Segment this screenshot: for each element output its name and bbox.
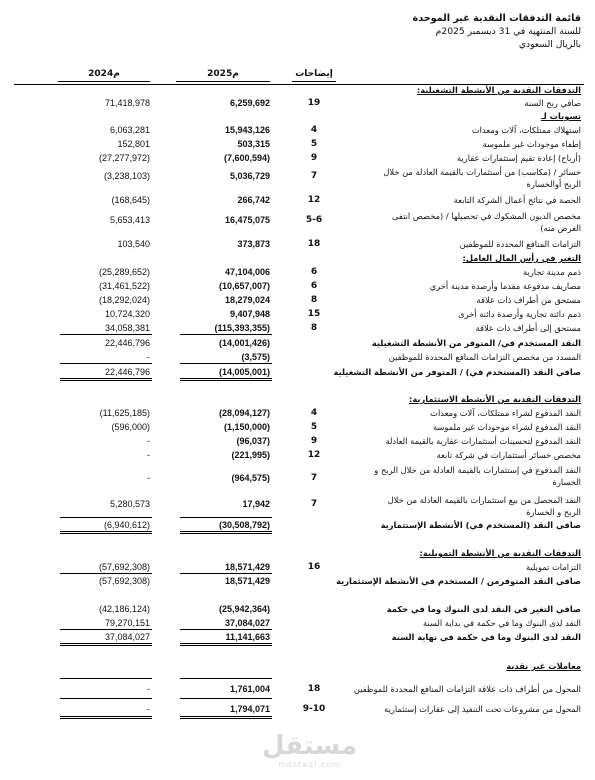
- value-2024: (57,692,308): [98, 562, 150, 572]
- row-label: مخصص خسائر أستثمارات في شركة تابعة: [436, 450, 581, 460]
- table-row: [0, 683, 595, 695]
- table-row: [0, 322, 595, 334]
- table-row: [0, 110, 595, 122]
- table-row: [0, 449, 595, 461]
- value-2025: 503,315: [237, 139, 270, 149]
- table-row: [0, 152, 595, 164]
- total-rule-2025: [180, 573, 272, 574]
- value-2024: (27,277,972): [98, 153, 150, 163]
- value-2025: (964,575): [231, 473, 270, 483]
- row-note: 7: [310, 499, 318, 509]
- double-rule-2025: [180, 531, 272, 534]
- table-row: [0, 97, 595, 109]
- row-label: التدفقات النقدية من الأنشطة الاستثمارية:: [409, 394, 581, 404]
- row-label: معاملات غير نقدية: [506, 661, 581, 671]
- table-row: [0, 421, 595, 433]
- value-2024: (42,186,124): [98, 604, 150, 614]
- value-2025: (10,657,007): [218, 281, 270, 291]
- table-row: [0, 617, 595, 629]
- row-label: التغير في رأس المال العامل:: [462, 253, 581, 263]
- double-rule-2025: [180, 378, 272, 381]
- row-note: 15: [307, 309, 321, 319]
- value-2025: (221,995): [231, 450, 270, 460]
- value-2024: 6,063,281: [109, 125, 150, 135]
- value-2025: 5,036,729: [229, 171, 270, 181]
- row-note: 4: [310, 125, 318, 135]
- table-row: [0, 124, 595, 136]
- rule-2024: [60, 698, 152, 699]
- value-2025: 18,571,429: [224, 576, 270, 586]
- row-note: 7: [310, 171, 318, 181]
- table-row: [0, 280, 595, 292]
- statement-currency: بالريال السعودي: [518, 39, 581, 50]
- statement-title: قائمة التدفقات النقدية غير الموحدة: [412, 13, 581, 24]
- value-2024: (3,238,103): [103, 171, 150, 181]
- value-2025: (30,508,792): [218, 520, 270, 530]
- row-label: التدفقات النقدية من الأنشطة التشغيلية:: [416, 85, 581, 95]
- row-label: صافي النقد المتوفرمن / المستخدم في الأنشطة الإستثمارية: [336, 576, 581, 586]
- row-note: 6: [310, 281, 318, 291]
- value-2025: 47,104,006: [224, 267, 270, 277]
- rule-2025: [180, 678, 272, 679]
- value-2024: (11,625,185): [99, 408, 150, 418]
- value-2024: 152,801: [117, 139, 150, 149]
- value-2025: 6,259,692: [229, 98, 270, 108]
- value-2024: 22,446,796: [104, 367, 150, 377]
- total-rule-2025: [180, 363, 272, 364]
- row-label: النقد المستخدم في/ المتوفر من الأنشطة التشغيلية: [371, 338, 581, 348]
- table-row: [0, 407, 595, 419]
- row-label: التزامات المنافع المحددة للموظفين: [459, 239, 581, 249]
- value-2024: 5,280,573: [109, 499, 150, 509]
- value-2025: (7,600,594): [223, 153, 270, 163]
- row-note: 7: [310, 473, 318, 483]
- statement-period: للسنة المنتهية في 31 ديسمبر 2025م: [435, 26, 581, 37]
- row-note: 18: [307, 684, 321, 694]
- row-label: النقد المدفوع في إستثمارات بالقيمة العادلة من خلال الربح و الخسارة: [374, 465, 581, 487]
- table-row: [0, 660, 595, 672]
- value-2024: 10,724,320: [104, 309, 150, 319]
- row-note: 4: [310, 408, 318, 418]
- value-2024: -: [147, 473, 150, 483]
- row-label: ذمم دائنة تجارية وأرصدة دائنة أخرى: [458, 309, 581, 319]
- double-rule-2025: [180, 643, 272, 646]
- row-note: 9-10: [302, 704, 326, 714]
- value-2024: -: [147, 450, 150, 460]
- row-label: النقد لدى البنوك وما في حكمة في بداية السنة: [423, 618, 581, 628]
- watermark-domain: mostaql.com: [278, 760, 341, 769]
- row-label: النقد المدفوع لشراء موجودات غير ملموسة: [432, 422, 581, 432]
- table-row: [0, 238, 595, 250]
- value-2025: 16,475,075: [224, 215, 270, 225]
- row-label: صافي ربح السنة: [524, 98, 581, 108]
- table-row: [0, 393, 595, 405]
- table-row: [0, 465, 595, 487]
- value-2024: (168,645): [111, 195, 150, 205]
- row-label: خسائر / (مكاسب) من أستثمارات بالقيمة العادلة من خلال الربح أوالخسارة: [383, 167, 581, 189]
- table-row: [0, 631, 595, 643]
- table-row: [0, 211, 595, 233]
- row-note: 5-6: [305, 215, 323, 225]
- value-2025: (96,037): [236, 436, 270, 446]
- value-2025: (25,942,364): [218, 604, 270, 614]
- value-2025: (3,575): [241, 352, 270, 362]
- row-note: 12: [307, 195, 321, 205]
- table-row: [0, 138, 595, 150]
- value-2024: 34,058,381: [104, 323, 150, 333]
- row-label: (أرباح) إعادة تقيم إستثمارات عقارية: [456, 153, 581, 163]
- double-rule-2024: [60, 531, 152, 534]
- table-row: [0, 603, 595, 615]
- table-row: [0, 308, 595, 320]
- value-2025: (28,094,127): [218, 408, 270, 418]
- year-2024-column-header: 2024م: [58, 69, 150, 79]
- value-2024: 37,084,027: [104, 632, 150, 642]
- double-rule-2024: [60, 378, 152, 381]
- watermark-brand: مستقل: [262, 731, 358, 761]
- row-label: النقد المدفوع لشراء ممتلكات، آلات ومعدات: [430, 408, 581, 418]
- value-2025: (14,005,001): [218, 367, 270, 377]
- value-2025: 1,761,004: [229, 684, 270, 694]
- table-row: [0, 252, 595, 264]
- row-label: النقد لدى البنوك وما في حكمة في نهاية السنة: [391, 632, 581, 642]
- divider: [14, 84, 584, 85]
- total-rule-2025: [180, 517, 272, 518]
- value-2025: 18,279,024: [224, 295, 270, 305]
- row-note: 5: [310, 139, 318, 149]
- row-note: 12: [307, 450, 321, 460]
- row-note: 9: [310, 436, 318, 446]
- value-2025: 17,942: [242, 499, 270, 509]
- row-label: المحول من أطراف ذات علاقة التزامات المنافع المحددة للموظفين: [353, 684, 581, 694]
- year-2025-column-header: 2025م: [176, 69, 270, 79]
- table-row: [0, 266, 595, 278]
- table-row: [0, 351, 595, 363]
- row-label: الحصة في نتائج أعمال الشركة التابعة: [453, 195, 581, 205]
- table-row: [0, 366, 595, 378]
- row-note: 6: [310, 267, 318, 277]
- value-2025: 11,141,663: [225, 632, 270, 642]
- total-rule-2025: [180, 629, 272, 630]
- value-2025: (1,150,000): [223, 422, 270, 432]
- row-label: مستحق إلى أطراف ذات علاقة: [475, 323, 581, 333]
- row-label: مخصص الديون المشكوك في تحصيلها / (مخصص انتفى الغرض منه): [391, 211, 581, 233]
- table-row: [0, 167, 595, 189]
- table-row: [0, 435, 595, 447]
- table-row: [0, 84, 595, 96]
- row-label: صافي التغير في النقد لدى البنوك وما في حكمة: [386, 604, 581, 614]
- value-2024: -: [147, 684, 150, 694]
- table-row: [0, 495, 595, 517]
- row-label: التزامات تمويلية: [525, 562, 581, 572]
- value-2024: (6,940,612): [103, 520, 150, 530]
- total-rule-2024: [60, 517, 152, 518]
- double-rule-2024: [60, 716, 152, 719]
- row-note: 5: [310, 422, 318, 432]
- watermark: [262, 732, 357, 769]
- row-label: صافي النقد (المستخدم في) / المتوفر من الأنشطة التشغيلية: [333, 367, 581, 377]
- value-2024: (596,000): [111, 422, 150, 432]
- value-2024: (18,292,024): [98, 295, 150, 305]
- value-2024: 22,446,796: [104, 338, 150, 348]
- subtotal-rule-2025: [180, 334, 272, 335]
- row-note: 9: [310, 153, 318, 163]
- row-label: صافي النقد (المستخدم في) الأنشطة الإستثمارية: [380, 520, 581, 530]
- value-2025: 1,794,071: [229, 704, 270, 714]
- notes-column-header: إيضاحات: [292, 69, 336, 79]
- row-note: 8: [310, 323, 318, 333]
- row-label: مصاريف مدفوعة مقدما وأرصدة مدينة أخري: [429, 281, 581, 291]
- row-label: النقد المدفوع لتحسينات أستثمارات عقارية بالقيمة العادلة: [385, 436, 581, 446]
- row-note: 16: [307, 562, 321, 572]
- row-label: إطفاء موجودات غير ملموسة: [482, 139, 581, 149]
- row-label: استهلاك ممتلكات، آلات ومعدات: [471, 125, 581, 135]
- row-note: 19: [307, 98, 321, 108]
- total-rule-2024: [60, 573, 152, 574]
- row-label: المحول من مشروعات تحت التنفيذ إلى عقارات إستثمارية: [384, 704, 581, 714]
- table-row: [0, 547, 595, 559]
- row-label: تسويات لـ: [540, 111, 581, 121]
- value-2024: -: [147, 436, 150, 446]
- table-row: [0, 561, 595, 573]
- total-rule-2024: [60, 363, 152, 364]
- double-rule-2025: [180, 716, 272, 719]
- subtotal-rule-2024: [60, 334, 152, 335]
- table-row: [0, 575, 595, 587]
- total-rule-2024: [60, 629, 152, 630]
- value-2024: (31,461,522): [98, 281, 150, 291]
- value-2024: (25,289,652): [98, 267, 150, 277]
- row-label: النقد المحصل من بيع استثمارات بالقيمة العادلة من خلال الربح و الخسارة: [387, 495, 581, 517]
- double-rule-2024: [60, 643, 152, 646]
- table-row: [0, 337, 595, 349]
- value-2024: 103,540: [117, 239, 150, 249]
- value-2025: 15,943,126: [224, 125, 270, 135]
- rule-2025: [180, 698, 272, 699]
- value-2025: 9,407,948: [229, 309, 270, 319]
- value-2025: 373,873: [237, 239, 270, 249]
- value-2025: 266,742: [237, 195, 270, 205]
- value-2024: -: [147, 704, 150, 714]
- value-2024: 5,653,413: [109, 215, 150, 225]
- row-note: 8: [310, 295, 318, 305]
- table-row: [0, 519, 595, 531]
- value-2025: (14,001,426): [218, 338, 270, 348]
- rule-2024: [60, 678, 152, 679]
- table-row: [0, 703, 595, 715]
- row-label: المسدد من مخصص التزامات المنافع المحددة للموظفين: [388, 352, 581, 362]
- value-2025: (115,393,355): [214, 323, 270, 333]
- row-label: ذمم مدينة تجارية: [523, 267, 581, 277]
- table-row: [0, 294, 595, 306]
- statement-header: [413, 12, 581, 51]
- table-row: [0, 194, 595, 206]
- value-2024: -: [147, 352, 150, 362]
- row-note: 18: [307, 239, 321, 249]
- value-2025: 18,571,429: [224, 562, 270, 572]
- value-2024: 79,270,151: [104, 618, 150, 628]
- value-2025: 37,084,027: [224, 618, 270, 628]
- value-2024: 71,418,978: [104, 98, 150, 108]
- value-2024: (57,692,308): [98, 576, 150, 586]
- row-label: التدفقات النقدية من الأنشطة التمويلية:: [419, 548, 581, 558]
- row-label: مستحق من أطراف ذات علاقة: [476, 295, 581, 305]
